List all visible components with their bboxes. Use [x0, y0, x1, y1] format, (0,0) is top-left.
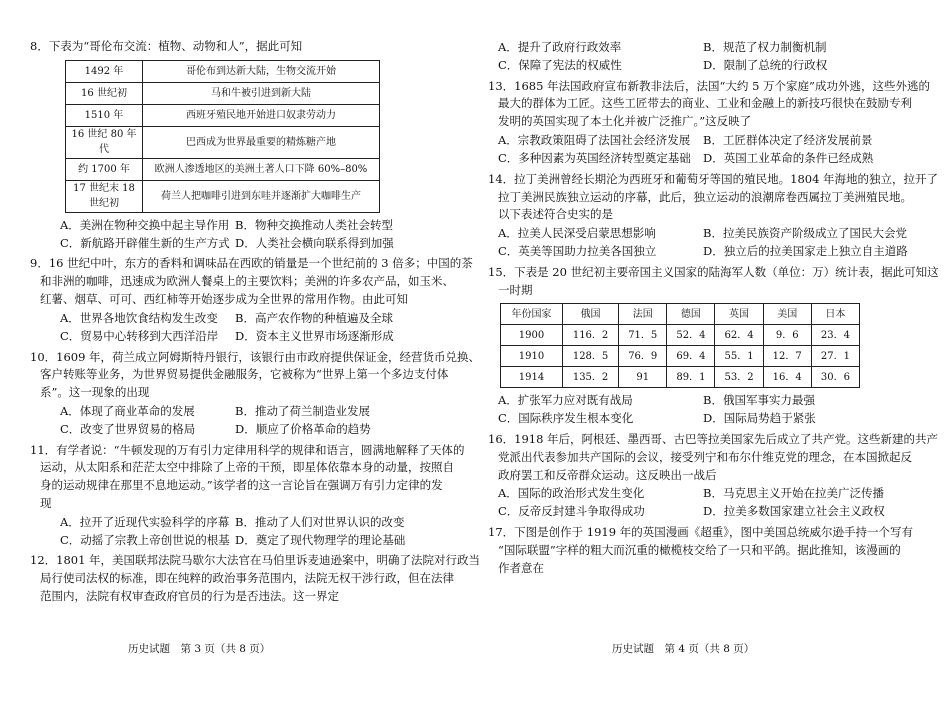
q8-table: [65, 60, 380, 213]
q14-options: [488, 225, 948, 261]
table-cell: 16 世纪 80 年代: [66, 126, 143, 158]
q8-options: [30, 217, 490, 253]
q17-line: 17．下图是创作于 1919 年的英国漫画《超重》，图中美国总统威尔逊手持一个写有: [488, 525, 913, 540]
option-b[interactable]: B．工匠群体决定了经济发展前景: [703, 133, 873, 148]
option-a[interactable]: A．拉开了近现代实验科学的序幕: [60, 514, 230, 529]
table-header-cell: 俄国: [562, 304, 618, 325]
option-c[interactable]: C．国际秩序发生根本变化: [498, 411, 634, 426]
table-cell: 16．4: [763, 367, 811, 388]
table-cell: 欧洲人渗透地区的美洲土著人口下降 60%–80%: [143, 158, 380, 180]
q16-options: [488, 485, 948, 521]
table-cell: 约 1700 年: [66, 158, 143, 180]
q11-line: 11．有学者说：“牛顿发现的万有引力定律用科学的规律和语言，圆满地解释了天体的: [30, 442, 465, 457]
option-d[interactable]: D．英国工业革命的条件已经成熟: [703, 150, 874, 165]
table-row: [66, 60, 380, 82]
option-d[interactable]: D．拉美多数国家建立社会主义政权: [703, 504, 885, 519]
option-a[interactable]: A．宗教政策阻碍了法国社会经济发展: [498, 133, 691, 148]
option-c[interactable]: C．新航路开辟催生新的生产方式: [60, 235, 230, 250]
q13-line: 最大的群体为工匠。这些工匠带去的商业、工业和金融上的新技巧很快在鼓励专利: [498, 96, 912, 111]
q11-line: 身的运动规律在那里不息地运动。”该学者的这一言论旨在强调万有引力定律的发: [40, 478, 443, 493]
q15-line: 一时期: [498, 282, 533, 297]
q12-line: 12．1801 年，美国联邦法院马歇尔大法官在马伯里诉麦迪逊案中，明确了法院对行政当: [30, 553, 481, 568]
table-row: [66, 126, 380, 158]
q10-line: 客户转账等业务，为世界贸易提供金融服务，它被称为“世界上第一个多边支付体: [40, 367, 449, 382]
q15-table: [500, 303, 860, 388]
option-c[interactable]: C．保障了宪法的权威性: [498, 57, 622, 72]
table-cell: 1900: [501, 325, 563, 346]
q14-line: 14．拉丁美洲曾经长期沦为西班牙和葡萄牙等国的殖民地。1804 年海地的独立，拉开了: [488, 171, 939, 186]
option-d[interactable]: D．顺应了价格革命的趋势: [235, 421, 371, 436]
option-c[interactable]: C．动摇了宗教上帝创世说的根基: [60, 532, 230, 547]
table-cell: 1510 年: [66, 104, 143, 126]
question-16: [488, 431, 948, 521]
option-d[interactable]: D．人类社会横向联系得到加强: [235, 235, 394, 250]
table-cell: 马和牛被引进到新大陆: [143, 82, 380, 104]
table-cell: 30．6: [811, 367, 859, 388]
option-b[interactable]: B．物种交换推动人类社会转型: [235, 217, 393, 232]
option-a[interactable]: A．世界各地饮食结构发生改变: [60, 310, 218, 325]
table-cell: 荷兰人把咖啡引进到东哇并逐渐扩大咖啡生产: [143, 180, 380, 212]
table-cell: 巴西成为世界最重要的精炼糖产地: [143, 126, 380, 158]
q9-line: 和非洲的咖啡，迅速成为欧洲人餐桌上的主要饮料；美洲的许多农产品，如玉米、: [40, 274, 454, 289]
q9-options: [30, 310, 490, 346]
q16-line: 政府罢工和反帝群众运动。这反映出一战后: [498, 467, 717, 482]
q14-line: 以下表述符合史实的是: [498, 207, 613, 222]
option-a[interactable]: A．拉美人民深受启蒙思想影响: [498, 226, 656, 241]
option-a[interactable]: A．扩张军力应对既有战局: [498, 393, 633, 408]
table-row: [66, 104, 380, 126]
table-header-cell: 英国: [715, 304, 763, 325]
table-cell: 53．2: [715, 367, 763, 388]
option-b[interactable]: B．推动了人们对世界认识的改变: [235, 514, 405, 529]
question-8: [30, 38, 490, 252]
right-page: [488, 38, 948, 709]
option-d[interactable]: D．资本主义世界市场逐渐形成: [235, 328, 394, 343]
q10-line: 系”。这一现象的出现: [40, 385, 150, 400]
table-cell: 1910: [501, 346, 563, 367]
table-row: [66, 180, 380, 212]
table-cell: 西班牙殖民地开始进口奴隶劳动力: [143, 104, 380, 126]
q16-line: 党派出代表参加共产国际的会议，接受列宁和布尔什维克党的理念，在本国掀起反: [498, 449, 912, 464]
table-row: [501, 325, 860, 346]
option-b[interactable]: B．推动了荷兰制造业发展: [235, 403, 370, 418]
q15-line: 15．下表是 20 世纪初主要帝国主义国家的陆海军人数（单位：万）统计表，据此可知这: [488, 264, 939, 279]
table-cell: 52．4: [667, 325, 715, 346]
table-cell: 12．7: [763, 346, 811, 367]
question-13: [488, 78, 948, 168]
option-a[interactable]: A．提升了政府行政效率: [498, 40, 622, 54]
table-cell: 1492 年: [66, 60, 143, 82]
q12-line: 局行使司法权的标准，即在纯粹的政治事务范围内，法院无权干涉行政，但在法律: [40, 571, 454, 586]
q13-line: 13．1685 年法国政府宣布新教非法后，法国“大约 5 万个家庭”成功外逃，这些外逃的: [488, 78, 930, 93]
q11-line: 运动，从太阳系和茫茫太空中排除了上帝的干预，即星体依靠本身的动量，按照自: [40, 460, 454, 475]
q13-line: 发明的英国实现了本土化并被广泛推广。”这反映了: [498, 114, 752, 129]
table-cell: 23．4: [811, 325, 859, 346]
q15-options: [488, 392, 948, 428]
q9-line: 红薯、烟草、可可、西红柿等开始逐步成为全世界的常用作物。由此可知: [40, 292, 408, 307]
option-d[interactable]: D．限制了总统的行政权: [703, 57, 828, 72]
option-c[interactable]: C．改变了世界贸易的格局: [60, 421, 196, 436]
table-cell: 9．6: [763, 325, 811, 346]
option-c[interactable]: C．英美等国助力拉美各国独立: [498, 243, 657, 258]
question-9: [30, 255, 490, 345]
table-cell: 135．2: [562, 367, 618, 388]
option-d[interactable]: D．国际局势趋于紧张: [703, 411, 816, 426]
q8-stem: 8．下表为“哥伦布交流：植物、动物和人”，据此可知: [30, 39, 303, 53]
q11-line: 现: [40, 496, 52, 510]
table-cell: 76．9: [619, 346, 667, 367]
option-b[interactable]: B．高产农作物的种植遍及全球: [235, 310, 393, 325]
option-a[interactable]: A．国际的政治形式发生变化: [498, 486, 645, 501]
table-cell: 27．1: [811, 346, 859, 367]
q10-line: 10．1609 年，荷兰成立阿姆斯特丹银行，该银行由市政府提供保证金，经营货币兑换、: [30, 349, 481, 364]
table-cell: 71．5: [619, 325, 667, 346]
option-a[interactable]: A．美洲在物种交换中起主导作用: [60, 217, 230, 232]
option-d[interactable]: D．奠定了现代物理学的理论基础: [235, 532, 406, 547]
q9-line: 9．16 世纪中叶，东方的香料和调味品在西欧的销量是一个世纪前的 3 倍多；中国的茶: [30, 256, 473, 271]
table-cell: 69．4: [667, 346, 715, 367]
table-cell: 128．5: [562, 346, 618, 367]
q14-line: 拉丁美洲民族独立运动的序幕，此后，独立运动的浪潮席卷西属拉丁美洲殖民地。: [498, 189, 912, 204]
option-c[interactable]: C．贸易中心转移到大西洋沿岸: [60, 328, 219, 343]
page-footer-left: 历史试题 第 3 页（共 8 页）: [128, 643, 271, 655]
option-b[interactable]: B．马克思主义开始在拉美广泛传播: [703, 486, 884, 501]
table-header-cell: 美国: [763, 304, 811, 325]
table-cell: 116．2: [562, 325, 618, 346]
table-header-row: [501, 304, 860, 325]
table-header-cell: 年份国家: [501, 304, 563, 325]
table-cell: 62．4: [715, 325, 763, 346]
table-cell: 89．1: [667, 367, 715, 388]
option-c[interactable]: C．多种因素为英国经济转型奠定基础: [498, 150, 691, 165]
table-header-cell: 德国: [667, 304, 715, 325]
question-15: [488, 264, 948, 428]
table-cell: 哥伦布到达新大陆，生物交流开始: [143, 60, 380, 82]
table-cell: 16 世纪初: [66, 82, 143, 104]
q10-options: [30, 403, 490, 439]
option-c[interactable]: C．反帝反封建斗争取得成功: [498, 504, 645, 519]
question-12: [30, 552, 490, 605]
q17-line: “国际联盟”字样的粗大而沉重的橄榄枝交给了一只和平鸽。据此推知，该漫画的: [498, 542, 901, 557]
option-b[interactable]: B．规范了权力制衡机制: [703, 40, 827, 54]
table-header-cell: 日本: [811, 304, 859, 325]
question-10: [30, 349, 490, 439]
q12-options: [488, 39, 948, 75]
question-14: [488, 171, 948, 261]
q12-line: 范围内，法院有权审查政府官员的行为是否违法。这一界定: [40, 589, 339, 604]
q11-options: [30, 514, 490, 550]
question-17: [488, 524, 948, 577]
option-b[interactable]: B．拉美民族资产阶级成立了国民大会党: [703, 226, 907, 241]
option-d[interactable]: D．独立后的拉美国家走上独立自主道路: [703, 243, 908, 258]
question-11: [30, 442, 490, 550]
q13-options: [488, 132, 948, 168]
q16-line: 16．1918 年后，阿根廷、墨西哥、古巴等拉美国家先后成立了共产党。这些新建的共产: [488, 432, 939, 446]
table-row: [501, 346, 860, 367]
q17-line: 作者意在: [498, 560, 544, 575]
table-row: [66, 158, 380, 180]
left-page: [30, 38, 490, 709]
table-cell: 91: [619, 367, 667, 388]
table-row: [66, 82, 380, 104]
option-a[interactable]: A．体现了商业革命的发展: [60, 403, 195, 418]
table-header-cell: 法国: [619, 304, 667, 325]
table-cell: 55．1: [715, 346, 763, 367]
table-cell: 1914: [501, 367, 563, 388]
page-footer-right: 历史试题 第 4 页（共 8 页）: [612, 643, 755, 655]
option-b[interactable]: B．俄国军事实力最强: [703, 393, 815, 408]
table-cell: 17 世纪末 18 世纪初: [66, 180, 143, 212]
table-row: [501, 367, 860, 388]
